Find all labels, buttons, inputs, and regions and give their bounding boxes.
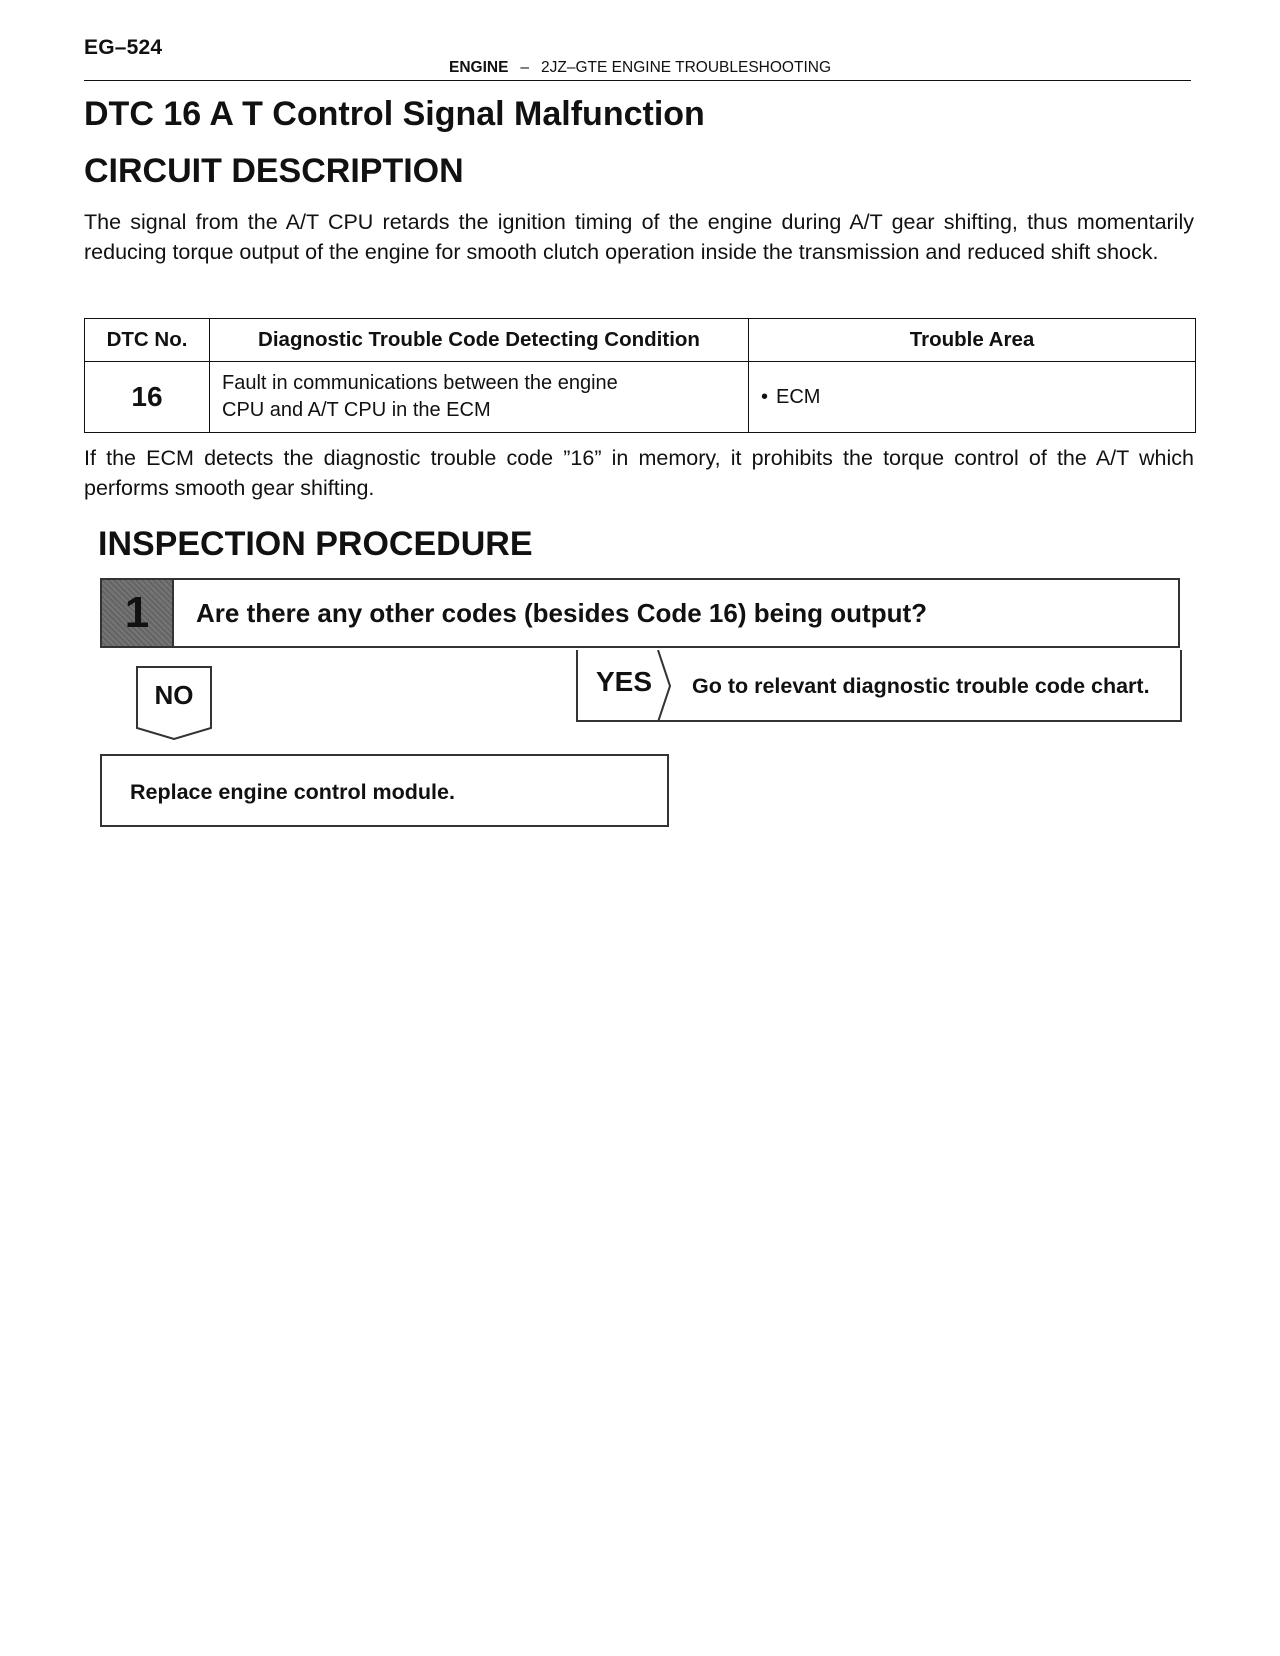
no-action-text: Replace engine control module. — [130, 780, 455, 804]
table-header-row — [85, 319, 1196, 362]
circuit-description-text: The signal from the A/T CPU retards the ignition timing of the engine during A/T gear shifting, thus momentarily reducing torque output of the engine for smooth clutch operation inside the transmission and reduced shift shock. — [84, 210, 1194, 264]
dtc-code-cell: 16 — [85, 362, 210, 433]
yes-action-text: Go to relevant diagnostic trouble code chart. — [692, 674, 1150, 698]
condition-line: CPU and A/T CPU in the ECM — [222, 399, 491, 421]
page-number: EG–524 — [84, 36, 163, 59]
header-separator: – — [520, 59, 530, 76]
circuit-description-heading: CIRCUIT DESCRIPTION — [84, 152, 464, 190]
page-title: DTC 16 A T Control Signal Malfunction — [84, 95, 705, 133]
no-label: NO — [154, 680, 194, 710]
chevron-right-icon — [656, 650, 678, 722]
condition-cell — [210, 362, 749, 433]
inspection-procedure-heading: INSPECTION PROCEDURE — [98, 525, 533, 563]
no-action-box — [100, 754, 669, 827]
bullet-icon: • — [761, 385, 769, 408]
yes-branch-box — [576, 650, 1182, 722]
memory-note-text: If the ECM detects the diagnostic trouble code ”16” in memory, it prohibits the torque control of the A/T which performs smooth gear shifting. — [84, 446, 1194, 500]
trouble-area-cell — [749, 362, 1196, 433]
column-header-condition: Diagnostic Trouble Code Detecting Condition — [210, 319, 749, 362]
step-question-box — [100, 578, 1180, 648]
condition-line: Fault in communications between the engine — [222, 372, 618, 394]
running-header — [0, 59, 1280, 77]
header-subsection: 2JZ–GTE ENGINE TROUBLESHOOTING — [541, 59, 832, 76]
step-question: Are there any other codes (besides Code 16) being output? — [196, 597, 928, 628]
dtc-table — [84, 318, 1196, 433]
header-section: ENGINE — [448, 59, 509, 76]
column-header-trouble-area: Trouble Area — [749, 319, 1196, 362]
header-rule — [84, 80, 1191, 81]
table-row — [85, 362, 1196, 433]
trouble-area-value: ECM — [776, 385, 821, 408]
no-branch-badge — [136, 666, 212, 740]
step-number-badge: 1 — [102, 580, 174, 646]
yes-label: YES — [596, 666, 653, 697]
column-header-dtc-no: DTC No. — [85, 319, 210, 362]
